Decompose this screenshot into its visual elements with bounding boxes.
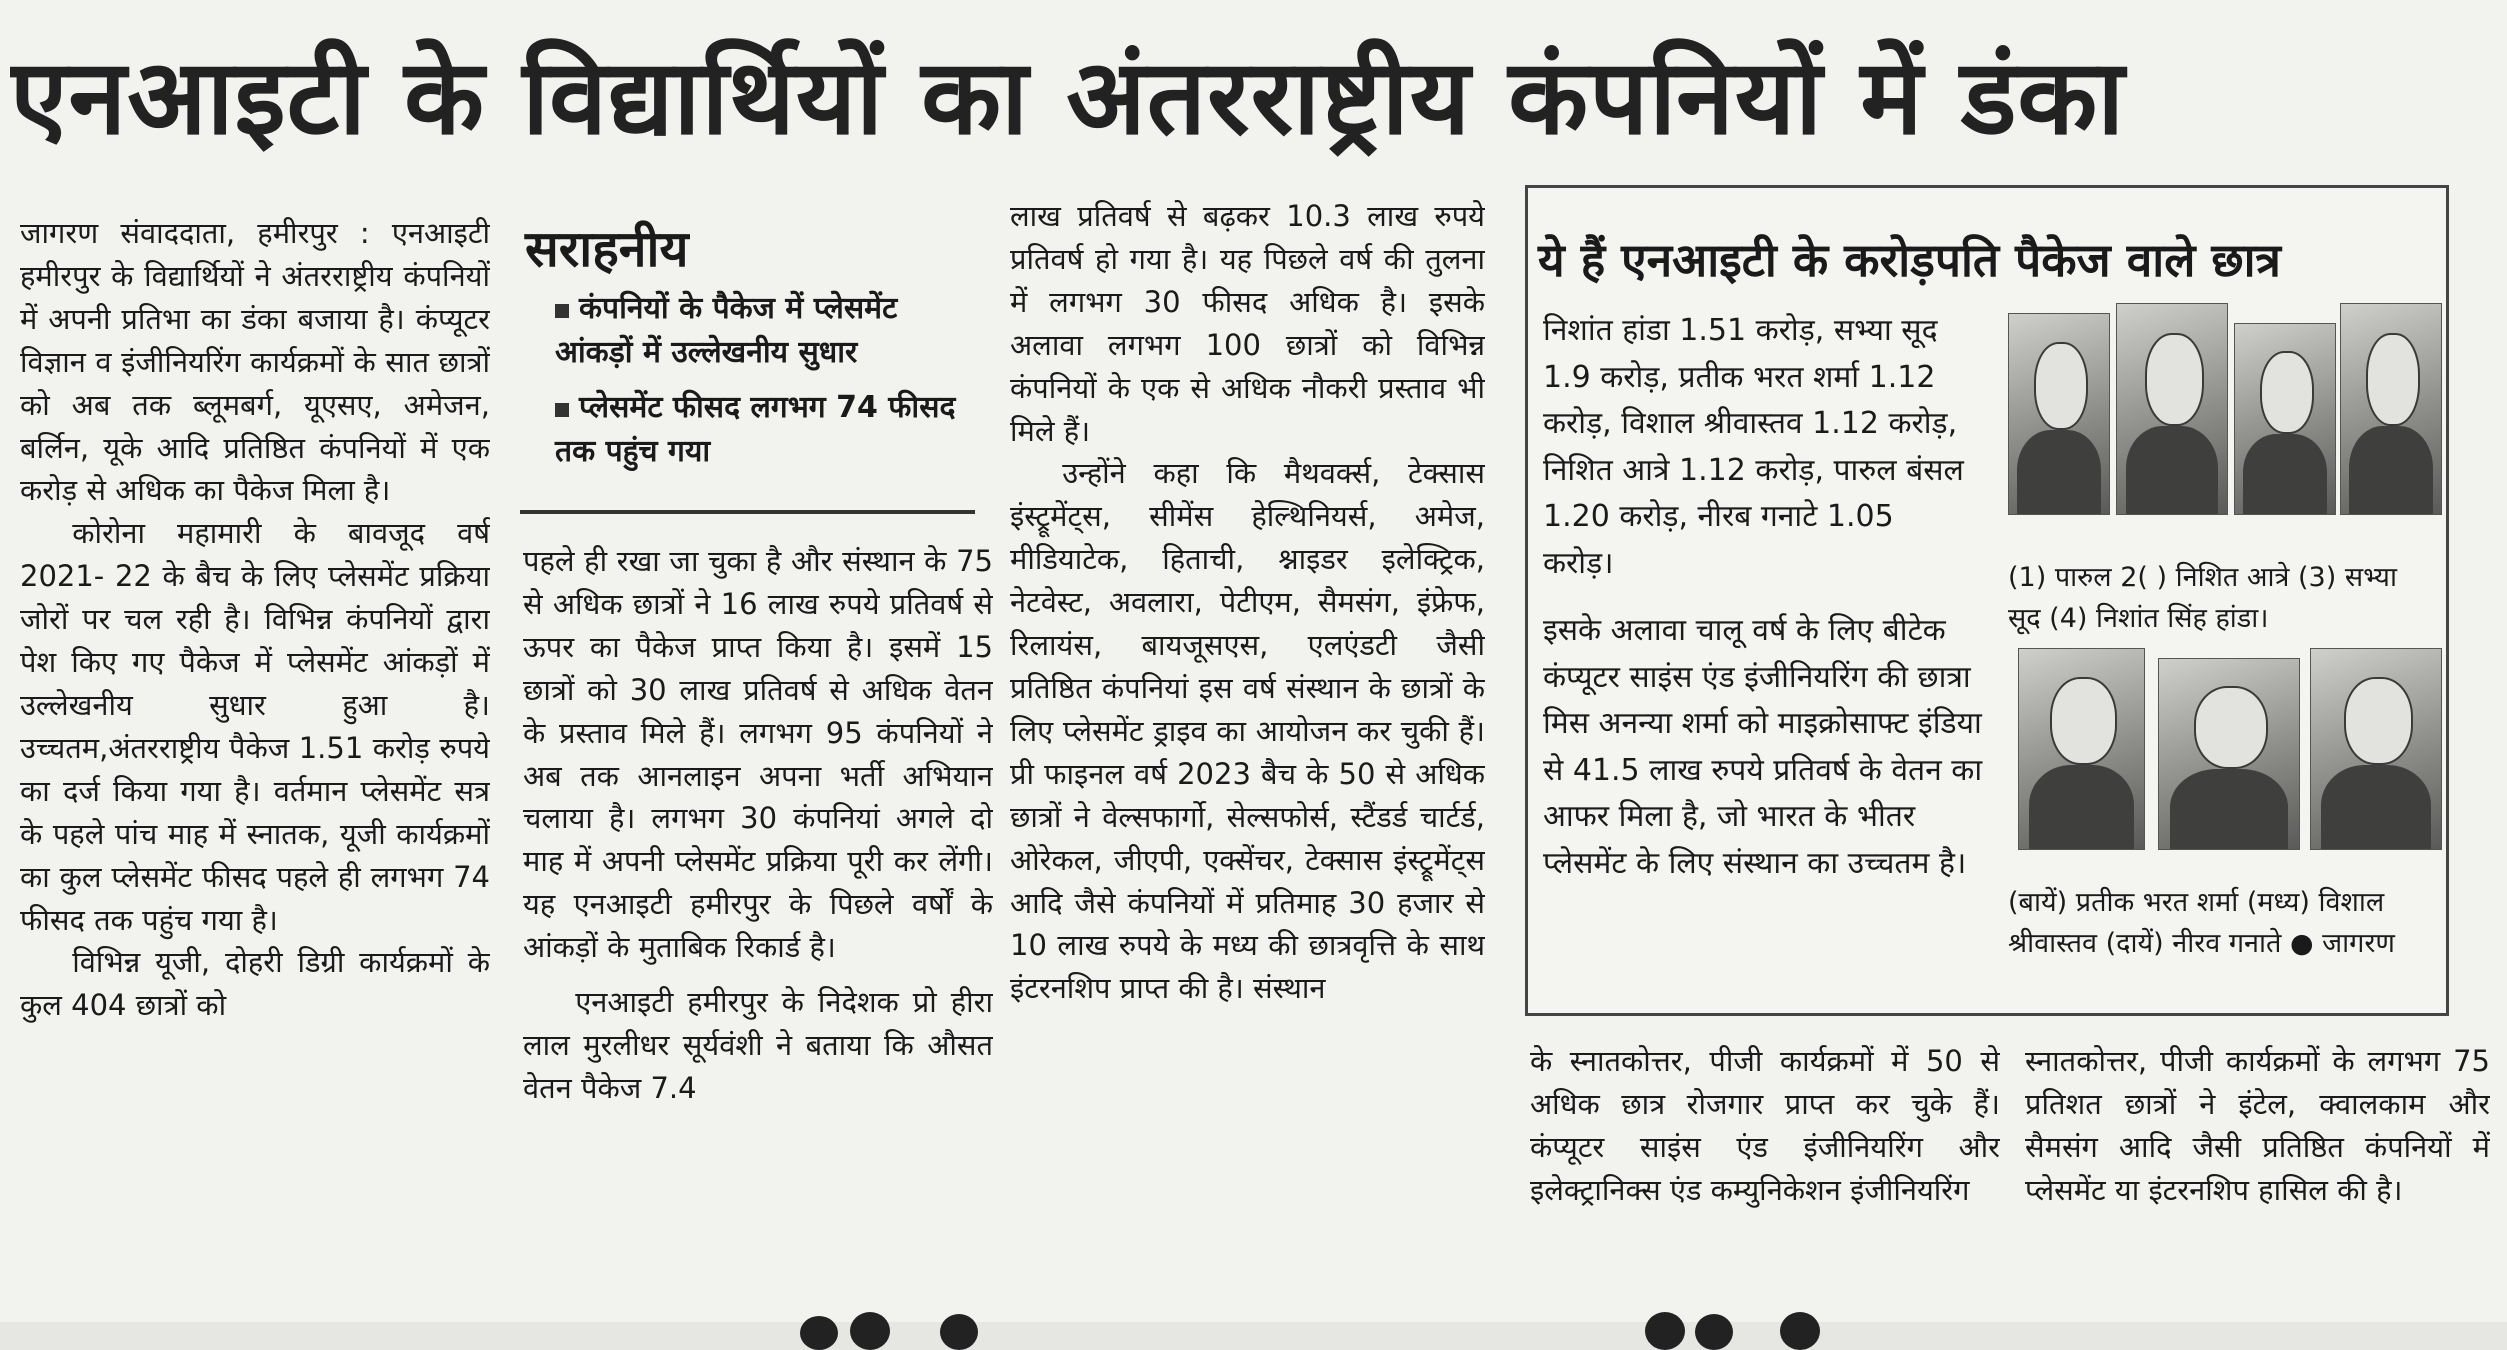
paragraph: एनआइटी हमीरपुर के निदेशक प्रो हीरा लाल मुरलीधर सूर्यवंशी ने बताया कि औसत वेतन पैकेज 7.4 bbox=[523, 985, 993, 1105]
student-photo bbox=[2018, 648, 2145, 850]
crorepati-box bbox=[1525, 185, 2449, 1016]
student-photo bbox=[2310, 648, 2442, 850]
registration-mark bbox=[850, 1312, 890, 1350]
student-photo bbox=[2008, 313, 2110, 515]
paragraph: उन्होंने कहा कि मैथवर्क्स, टेक्सास इंस्ट्रूमेंट्स, सीमेंस हेल्थिनियर्स, अमेज, मीडियाटेक, हिताची, श्नाइडर इलेक्ट्रिक, नेटवेस्ट, अवलारा, पेटीएम, सैमसंग, इंफ्रेफ, रिलायंस, बायजूसएस, एलएंडटी जैसी प्रतिष्ठित कंपनियां इस वर्ष संस्थान के छात्रों के लिए प्लेसमेंट ड्राइव का आयोजन कर चुकी हैं। प्री फाइनल वर्ष 2023 बैच के 50 से अधिक छात्रों ने वेल्सफार्गो, सेल्सफोर्स, स्टैंडर्ड चार्टर्ड, ओरेकल, जीएपी, एक्सेंचर, टेक्सास इंस्ट्रूमेंट्स आदि जैसे कंपनियों में प्रतिमाह 30 हजार से 10 लाख रुपये के मध्य की छात्रवृत्ति के साथ इंटरनशिप प्राप्त की है। संस्थान bbox=[1010, 456, 1485, 1006]
registration-mark bbox=[1645, 1312, 1685, 1350]
student-photo bbox=[2116, 303, 2228, 515]
sidebar-rule bbox=[520, 510, 975, 514]
registration-mark bbox=[1780, 1312, 1820, 1350]
article-column-1 bbox=[20, 212, 490, 1322]
student-photo bbox=[2340, 303, 2442, 515]
article-column-2 bbox=[523, 540, 993, 1322]
dateline: जागरण संवाददाता, हमीरपुर : एनआइटी हमीरपुर के विद्यार्थियों ने अंतरराष्ट्रीय कंपनियों में अपनी प्रतिभा का डंका बजाया है। कंप्यूटर विज्ञान व इंजीनियरिंग कार्यक्रमों के सात छात्रों को अब तक ब्लूमबर्ग, यूएसए, अमेजन, बर्लिन, यूके आदि प्रतिष्ठित कंपनियों में एक करोड़ से अधिक का पैकेज मिला है। bbox=[20, 216, 490, 508]
bullet-icon bbox=[555, 304, 569, 318]
registration-mark bbox=[800, 1316, 838, 1350]
article-column-4 bbox=[1530, 1040, 2000, 1322]
article-column-3 bbox=[1010, 195, 1485, 1322]
box-extra-text: इसके अलावा चालू वर्ष के लिए बीटेक कंप्यूटर साइंस एंड इंजीनियरिंग की छात्रा मिस अनन्या शर्मा को माइक्रोसाफ्ट इंडिया से 41.5 लाख रुपये प्रतिवर्ष के वेतन का आफर मिला है, जो भारत के भीतर प्लेसमेंट के लिए संस्थान का उच्चतम है। bbox=[1543, 613, 1983, 881]
box-title: ये हैं एनआइटी के करोड़पति पैकेज वाले छात्र bbox=[1538, 233, 2281, 287]
paragraph: लाख प्रतिवर्ष से बढ़कर 10.3 लाख रुपये प्रतिवर्ष हो गया है। यह पिछले वर्ष की तुलना में लगभग 30 फीसद अधिक है। इसके अलावा लगभग 100 छात्रों को विभिन्न कंपनियों के एक से अधिक नौकरी प्रस्ताव भी मिले हैं। bbox=[1010, 199, 1485, 448]
paragraph: स्नातकोत्तर, पीजी कार्यक्रमों के लगभग 75 प्रतिशत छात्रों ने इंटेल, क्वालकाम और सैमसंग आदि जैसी प्रतिष्ठित कंपनियों में प्लेसमेंट या इंटरनशिप हासिल की है। bbox=[2025, 1044, 2490, 1207]
headline: एनआइटी के विद्यार्थियों का अंतरराष्ट्रीय कंपनियों में डंका bbox=[10, 36, 2126, 158]
highlight-sidebar bbox=[525, 222, 975, 512]
paragraph: विभिन्न यूजी, दोहरी डिग्री कार्यक्रमों के कुल 404 छात्रों को bbox=[20, 945, 490, 1023]
page-fold bbox=[0, 1322, 2507, 1350]
sidebar-point: कंपनियों के पैकेज में प्लेसमेंट आंकड़ों में उल्लेखनीय सुधार bbox=[555, 291, 898, 370]
sidebar-point: प्लेसमेंट फीसद लगभग 74 फीसद तक पहुंच गया bbox=[555, 390, 956, 469]
student-photo bbox=[2234, 323, 2336, 515]
box-student-list: निशांत हांडा 1.51 करोड़, सभ्या सूद 1.9 करोड़, प्रतीक भरत शर्मा 1.12 करोड़, विशाल श्रीवास्तव 1.12 करोड़, निशित आत्रे 1.12 करोड़, पारुल बंसल 1.20 करोड़, नीरब गनाटे 1.05 करोड़। bbox=[1543, 313, 1964, 581]
paragraph: के स्नातकोत्तर, पीजी कार्यक्रमों में 50 से अधिक छात्र रोजगार प्राप्त कर चुके हैं। कंप्यूटर साइंस एंड इंजीनियरिंग और इलेक्ट्रानिक्स एंड कम्युनिकेशन इंजीनियरिंग bbox=[1530, 1044, 2000, 1207]
article-column-5 bbox=[2025, 1040, 2490, 1322]
photo-caption: (1) पारुल 2( ) निशित आत्रे (3) सभ्या सूद (4) निशांत सिंह हांडा। bbox=[2008, 562, 2397, 634]
registration-mark bbox=[940, 1314, 978, 1350]
registration-mark bbox=[1695, 1314, 1733, 1350]
paragraph: पहले ही रखा जा चुका है और संस्थान के 75 से अधिक छात्रों ने 16 लाख रुपये प्रतिवर्ष से ऊपर का पैकेज प्राप्त किया है। इसमें 15 छात्रों को 30 लाख प्रतिवर्ष से अधिक वेतन के प्रस्ताव मिले हैं। लगभग 95 कंपनियों ने अब तक आनलाइन अपना भर्ती अभियान चलाया है। लगभग 30 कंपनियां अगले दो माह में अपनी प्लेसमेंट प्रक्रिया पूरी कर लेंगी। यह एनआइटी हमीरपुर के पिछले वर्षों के आंकड़ों के मुताबिक रिकार्ड है। bbox=[523, 544, 993, 965]
student-photo bbox=[2158, 658, 2300, 850]
photo-caption: (बायें) प्रतीक भरत शर्मा (मध्य) विशाल श्रीवास्तव (दायें) नीरव गनाते ● जागरण bbox=[2008, 887, 2395, 959]
sidebar-title: सराहनीय bbox=[525, 220, 689, 278]
bullet-icon bbox=[555, 403, 569, 417]
paragraph: कोरोना महामारी के बावजूद वर्ष 2021- 22 के बैच के लिए प्लेसमेंट प्रक्रिया जोरों पर चल रही है। विभिन्न कंपनियों द्वारा पेश किए गए पैकेज में प्लेसमेंट आंकड़ों में उल्लेखनीय सुधार हुआ है। उच्चतम,अंतरराष्ट्रीय पैकेज 1.51 करोड़ रुपये का दर्ज किया गया है। वर्तमान प्लेसमेंट सत्र के पहले पांच माह में स्नातक, यूजी कार्यक्रमों का कुल प्लेसमेंट फीसद पहले ही लगभग 74 फीसद तक पहुंच गया है। bbox=[20, 516, 490, 937]
